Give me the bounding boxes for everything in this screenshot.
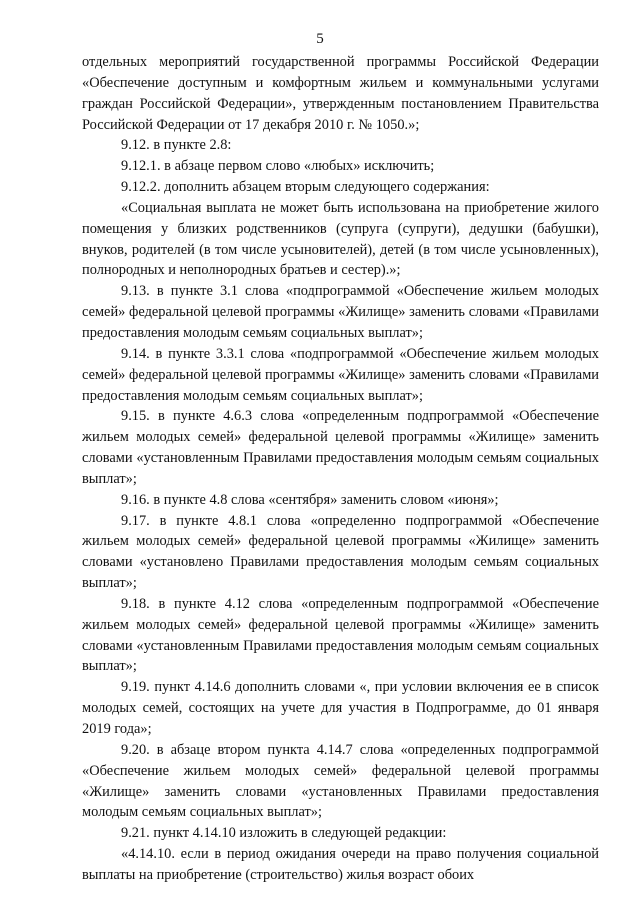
paragraph: 9.12. в пункте 2.8: — [121, 137, 232, 154]
paragraph: 9.12.2. дополнить абзацем вторым следующего содержания: — [121, 179, 490, 196]
page-number: 5 — [316, 31, 324, 47]
paragraph: 9.14. в пункте 3.3.1 слова «подпрограммой «Обеспечение жильем молодых семей» федеральной целевой программы «Жилище» заменить словами «Правилами предоставления молодым семьям социальных выплат»; — [82, 345, 599, 404]
paragraph: 9.20. в абзаце втором пункта 4.14.7 слова «определенных подпрограммой «Обеспечение жильем молодых семей» федеральной целевой программы «Жилище» заменить словами «установленных Правилами предоставления молодым семьям социальных выплат»; — [82, 741, 599, 821]
paragraph: «4.14.10. если в период ожидания очереди на право получения социальной выплаты на приобретение (строительство) жилья возраст обоих — [82, 846, 599, 883]
paragraph: «Социальная выплата не может быть использована на приобретение жилого помещения у близких родственников (супруга (супруги), дедушки (бабушки), внуков, родителей (в том числе усыновителей), детей (в том числе усыновленных), полнородных и неполнородных братьев и сестер).»; — [82, 199, 599, 279]
paragraph: 9.15. в пункте 4.6.3 слова «определенным подпрограммой «Обеспечение жильем молодых семей» федеральной целевой программы «Жилище» заменить словами «установленным Правилами предоставления молодым семьям социальных выплат»; — [82, 408, 599, 487]
paragraph: 9.17. в пункте 4.8.1 слова «определенно подпрограммой «Обеспечение жильем молодых семей» федеральной целевой программы «Жилище» заменить словами «установлено Правилами предоставления молодым семьям социальных выплат»; — [82, 512, 599, 592]
document-body — [82, 52, 599, 886]
paragraph: 9.13. в пункте 3.1 слова «подпрограммой «Обеспечение жильем молодых семей» федеральной целевой программы «Жилище» заменить словами «Правилами предоставления молодым семьям социальных выплат»; — [82, 283, 599, 341]
paragraph: 9.12.1. в абзаце первом слово «любых» исключить; — [121, 158, 435, 175]
paragraph: отдельных мероприятий государственной программы Российской Федерации «Обеспечение доступным и комфортным жильем и коммунальными услугами граждан Российской Федерации», утвержденным постановлением Правительства Российской Федерации от 17 декабря 2010 г. № 1050.»; — [82, 54, 599, 133]
paragraph: 9.19. пункт 4.14.6 дополнить словами «, при условии включения ее в список молодых семей, состоящих на учете для участия в Подпрограмме, до 01 января 2019 года»; — [82, 679, 599, 737]
paragraph: 9.16. в пункте 4.8 слова «сентября» заменить словом «июня»; — [121, 491, 499, 508]
paragraph: 9.21. пункт 4.14.10 изложить в следующей редакции: — [121, 825, 447, 842]
paragraph: 9.18. в пункте 4.12 слова «определенным подпрограммой «Обеспечение жильем молодых семей» федеральной целевой программы «Жилище» заменить словами «установленным Правилами предоставления молодым семьям социальных выплат»; — [82, 595, 599, 675]
